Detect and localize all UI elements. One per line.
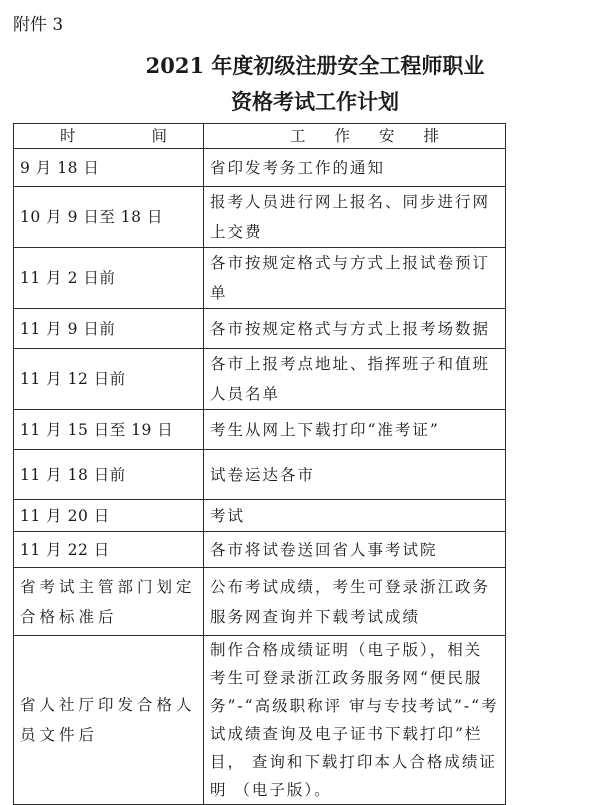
task-cell: 考试 [204, 500, 506, 532]
time-cell: 省考试主管部门划定合格标准后 [14, 568, 204, 636]
task-cell: 报考人员进行网上报名、同步进行网上交费 [204, 187, 506, 248]
table-row [14, 636, 506, 805]
table-row [14, 187, 506, 248]
schedule-table [13, 123, 506, 805]
table-header-row [14, 124, 506, 149]
table-row [14, 532, 506, 568]
time-cell: 9 月 18 日 [14, 149, 204, 187]
task-cell: 各市按规定格式与方式上报考场数据 [204, 309, 506, 349]
header-arrangement: 工 作 安 排 [204, 124, 506, 149]
attachment-label: 附件 3 [13, 15, 64, 35]
task-cell: 制作合格成绩证明（电子版），相关考生可登录浙江政务服务网“便民服务”-“高级职称评 审与专技考试”-“考试成绩查询及电子证书下载打印”栏目， 查询和下载打印本人合格成绩证明 （电子版）。 [204, 636, 506, 805]
table-row [14, 410, 506, 450]
time-cell: 10 月 9 日至 18 日 [14, 187, 204, 248]
table-row [14, 568, 506, 636]
time-cell: 11 月 15 日至 19 日 [14, 410, 204, 450]
time-cell: 省人社厅印发合格人员文件后 [14, 636, 204, 805]
task-cell: 考生从网上下载打印“准考证” [204, 410, 506, 450]
time-cell: 11 月 2 日前 [14, 248, 204, 309]
table-row [14, 349, 506, 410]
time-cell: 11 月 9 日前 [14, 309, 204, 349]
table-row [14, 450, 506, 500]
table-row [14, 149, 506, 187]
task-cell: 各市上报考点地址、指挥班子和值班人员名单 [204, 349, 506, 410]
time-cell: 11 月 12 日前 [14, 349, 204, 410]
task-cell: 试卷运达各市 [204, 450, 506, 500]
task-cell: 公布考试成绩，考生可登录浙江政务服务网查询并下载考试成绩 [204, 568, 506, 636]
table-row [14, 309, 506, 349]
time-cell: 11 月 20 日 [14, 500, 204, 532]
task-cell: 各市将试卷送回省人事考试院 [204, 532, 506, 568]
document-title-line2: 资格考试工作计划 [231, 89, 399, 114]
document-title-line1: 2021 年度初级注册安全工程师职业 [145, 53, 485, 78]
table-row [14, 500, 506, 532]
time-cell: 11 月 22 日 [14, 532, 204, 568]
table-row [14, 248, 506, 309]
header-time: 时 间 [14, 124, 204, 149]
task-cell: 各市按规定格式与方式上报试卷预订单 [204, 248, 506, 309]
time-cell: 11 月 18 日前 [14, 450, 204, 500]
task-cell: 省印发考务工作的通知 [204, 149, 506, 187]
